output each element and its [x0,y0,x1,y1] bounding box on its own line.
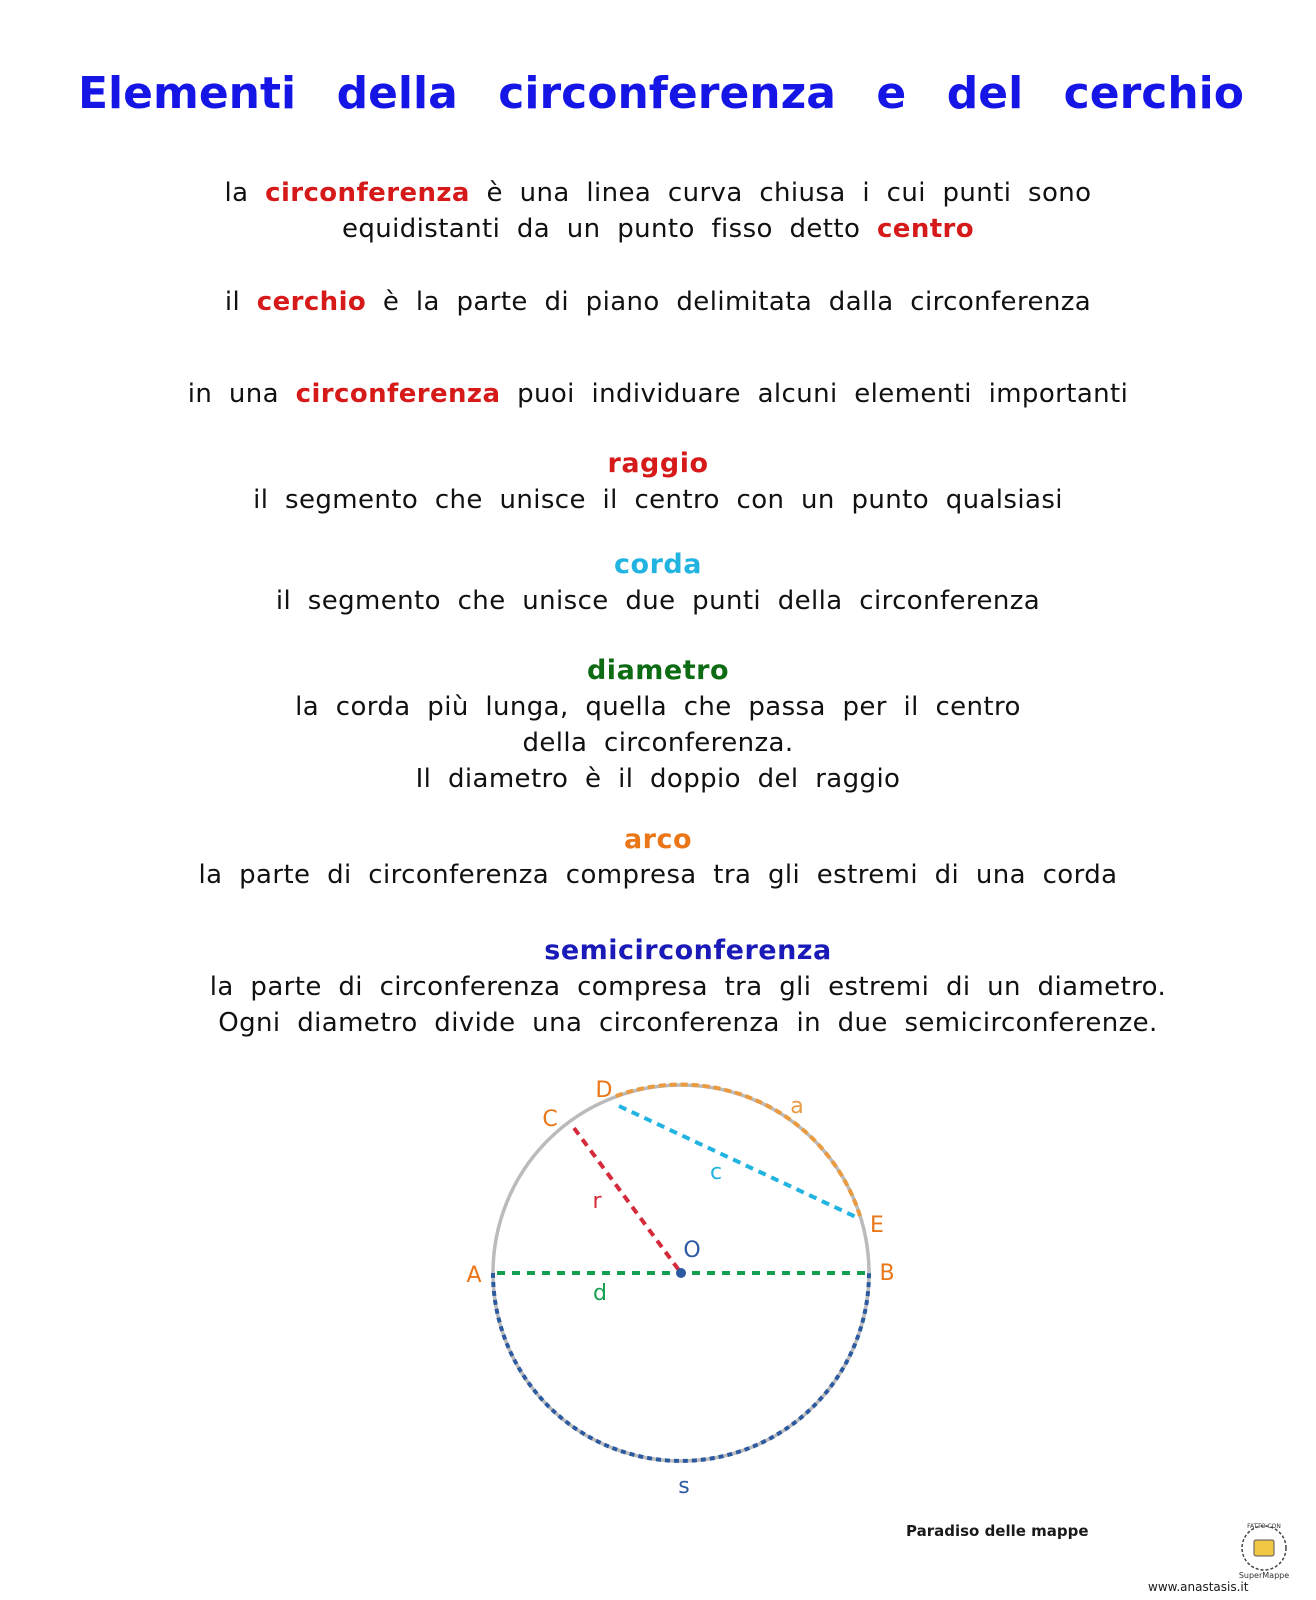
diametro-description-2: della circonferenza. [522,728,794,758]
supermappe-logo [1232,1516,1296,1580]
label-point-E: E [870,1213,884,1238]
semicircle-s [493,1273,869,1461]
title-word-5: del [946,68,1024,119]
corda-description: il segmento che unisce due punti della circonferenza [275,586,1041,616]
heading-raggio: raggio [607,448,709,479]
diametro-description-3: Il diametro è il doppio del raggio [415,764,901,794]
highlighted-term: circonferenza [295,379,501,409]
semicirconferenza-description-2: Ogni diametro divide una circonferenza in due semicirconferenze. [218,1008,1158,1038]
badge-bottom-text: SuperMappe [1238,1571,1290,1580]
intro-text: è la parte di piano delimitata dalla circonferenza [382,287,1092,317]
label-segment-d: d [593,1281,607,1306]
intro-text: la [224,178,249,208]
label-point-D: D [595,1078,613,1103]
intro-text: è una linea curva chiusa i cui punti sono [486,178,1092,208]
intro-text: equidistanti da un punto fisso detto [341,214,861,244]
label-segment-c: c [709,1160,723,1185]
badge-top-text: FATTO CON [1247,1523,1281,1530]
label-semicircle-s: s [678,1474,690,1499]
radius-r [574,1128,681,1273]
chord-c [619,1106,856,1217]
intro-text: puoi individuare alcuni elementi importanti [517,379,1129,409]
label-arc-a: a [790,1094,804,1119]
label-point-C: C [542,1107,558,1132]
label-point-B: B [879,1261,895,1286]
center-point [676,1268,686,1278]
intro-text: il [224,287,241,317]
intro-text: in una [187,379,279,409]
title-word-6: cerchio [1063,68,1244,119]
highlighted-term: centro [876,214,975,244]
heading-arco: arco [623,824,693,855]
title-word-2: della [336,68,458,119]
website-text: www.anastasis.it [1148,1580,1249,1594]
heading-semicirconferenza: semicirconferenza [544,935,832,966]
label-point-O: O [683,1238,701,1263]
raggio-description: il segmento che unisce il centro con un punto qualsiasi [253,485,1063,515]
title-word-1: Elementi [78,68,297,119]
highlighted-term: cerchio [256,287,367,317]
label-segment-r: r [592,1189,602,1214]
highlighted-term: circonferenza [265,178,470,208]
label-point-A: A [466,1263,482,1288]
arco-description: la parte di circonferenza compresa tra gli estremi di una corda [198,860,1118,890]
title-word-4: e [876,68,907,119]
heading-corda: corda [614,549,702,580]
credits-text: Paradiso delle mappe [906,1522,1089,1540]
diametro-description-1: la corda più lunga, quella che passa per il centro [295,692,1021,722]
title-word-3: circonferenza [498,68,836,119]
heading-diametro: diametro [586,655,730,686]
semicirconferenza-description-1: la parte di circonferenza compresa tra gli estremi di un diametro. [209,972,1167,1002]
